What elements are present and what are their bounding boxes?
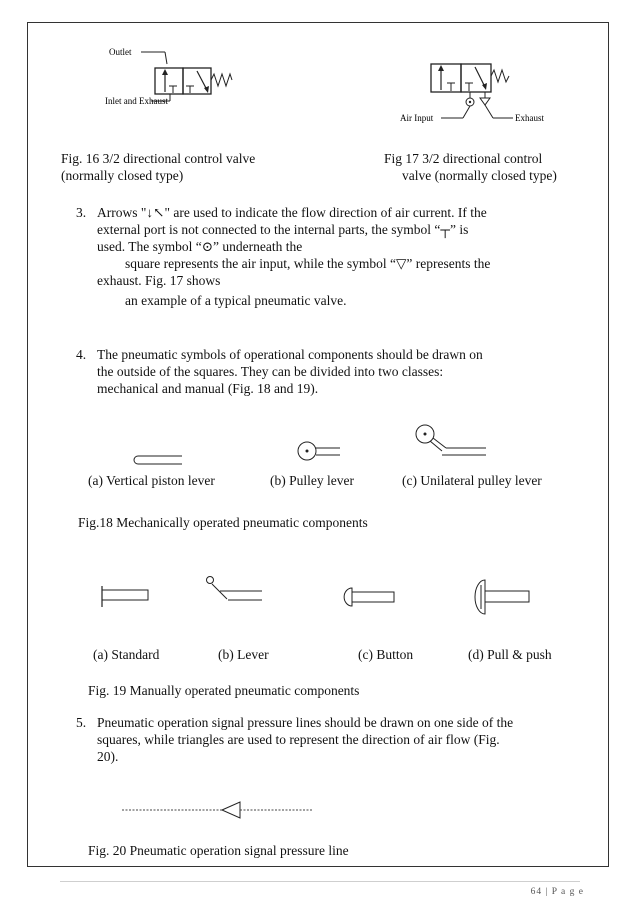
vertical-piston-lever-icon [134,456,182,464]
item3-line4: square represents the air input, while the symbol “▽” represents the [125,256,491,271]
signal-pressure-line-icon [122,802,312,818]
fig19-label-b: (b) Lever [218,647,269,662]
fig19-label-d: (d) Pull & push [468,647,552,662]
fig17-label-exhaust: Exhaust [515,113,544,123]
page-label: | P a g e [545,887,584,897]
pulley-lever-icon [298,442,340,460]
fig16-valve-symbol [95,46,245,118]
fig20-signal-line [118,799,318,823]
unilateral-pulley-lever-icon [416,425,486,455]
item5-line3: 20). [97,749,119,764]
fig20-caption: Fig. 20 Pneumatic operation signal pressure line [88,843,349,858]
fig18-caption: Fig.18 Mechanically operated pneumatic components [78,515,368,530]
fig19-caption: Fig. 19 Manually operated pneumatic components [88,683,360,698]
item3-number: 3. [76,205,87,220]
item4-line2: the outside of the squares. They can be divided into two classes: [97,364,444,379]
fig16-label-inlet: Inlet and Exhaust [105,96,168,106]
fig16-caption-line1: Fig. 16 3/2 directional control valve [61,151,256,166]
lever-manual-icon [207,577,263,601]
fig17-valve-symbol [395,48,565,126]
page-footer [531,887,584,897]
page-number: 64 [530,887,543,897]
fig16-label-outlet: Outlet [109,47,132,57]
item3-line6: an example of a typical pneumatic valve. [125,293,347,308]
fig18-symbols [120,418,500,470]
fig18-label-b: (b) Pulley lever [270,473,354,488]
fig19-label-a: (a) Standard [93,647,160,662]
fig18-label-a: (a) Vertical piston lever [88,473,215,488]
footer-rule [60,881,580,882]
fig18-label-c: (c) Unilateral pulley lever [402,473,542,488]
item3-line5: exhaust. Fig. 17 shows [97,273,221,288]
item5-line1: Pneumatic operation signal pressure lines should be drawn on one side of the [97,715,514,730]
fig19-label-c: (c) Button [358,647,414,662]
item4-line3: mechanical and manual (Fig. 18 and 19). [97,381,319,396]
item4-number: 4. [76,347,87,362]
fig17-caption-line1: Fig 17 3/2 directional control [384,151,543,166]
fig17-label-air-input: Air Input [400,113,434,123]
standard-manual-icon [102,586,148,607]
fig17-caption-line2: valve (normally closed type) [402,168,557,183]
fig19-symbols [90,572,560,624]
item5-number: 5. [76,715,87,730]
button-manual-icon [344,588,394,606]
item3-line3: used. The symbol “⊙” underneath the [97,239,303,254]
fig16-caption-line2: (normally closed type) [61,168,184,183]
item3-line2: external port is not connected to the internal parts, the symbol “┬” is [97,222,469,237]
item5-line2: squares, while triangles are used to represent the direction of air flow (Fig. [97,732,500,747]
pull-push-manual-icon [475,580,529,614]
item3-line1: Arrows "↓↖" are used to indicate the flow direction of air current. If the [97,205,487,220]
item4-line1: The pneumatic symbols of operational components should be drawn on [97,347,483,362]
